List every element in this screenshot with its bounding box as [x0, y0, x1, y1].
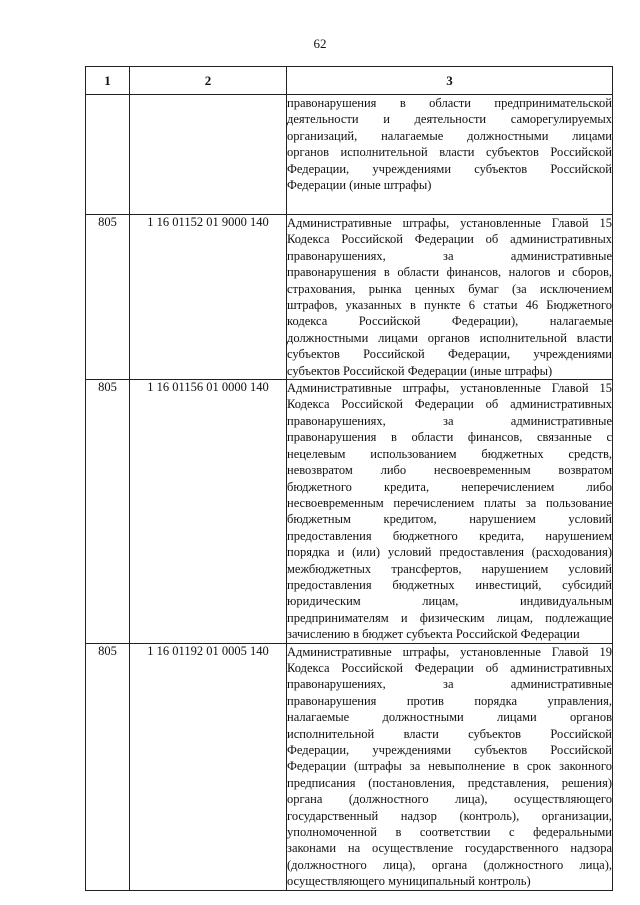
description-line: предоставления бюджетного кредита, нарушением [287, 528, 612, 543]
description-line: невозвратом либо несвоевременным возвратом [287, 463, 612, 478]
description-line: законами на осуществление государственного надзора [287, 841, 612, 856]
kbk-code-cell [130, 95, 287, 215]
description-line: организаций, налагаемые должностными лицами [287, 128, 612, 143]
budget-codes-table [85, 66, 613, 891]
description-line: нецелевым использованием бюджетных средств, [287, 446, 612, 461]
description-line: предоставления бюджетных инвестиций, субсидий [287, 577, 612, 592]
description-line: правонарушения в области предпринимательской [287, 96, 612, 110]
table-row [86, 215, 613, 380]
admin-code-cell: 805 [86, 215, 130, 380]
description-line: порядка и (или) условий предоставления (расходования) [287, 545, 612, 560]
description-line: правонарушения против порядка управления, [287, 693, 612, 708]
description-line: субъектов Российской Федерации (иные штрафы) [287, 363, 553, 378]
column-header-3: 3 [287, 67, 613, 95]
description-line: Федерации, учреждениями субъектов Российской [287, 743, 612, 757]
description-cell [287, 215, 613, 380]
description-line: осуществляющего муниципальный контроль) [287, 874, 531, 889]
admin-code-cell: 805 [86, 643, 130, 890]
admin-code-cell [86, 95, 130, 215]
description-line: налагаемые должностными лицами органов [287, 710, 612, 725]
table-row [86, 95, 613, 215]
description-line: бюджетным кредитом, нарушением условий [287, 512, 612, 527]
description-line: зачислению в бюджет субъекта Российской Федерации [287, 627, 580, 642]
description-line: правонарушения в области финансов, налогов и сборов, [287, 265, 612, 280]
description-line: страхования, рынка ценных бумаг (за исключением [287, 281, 612, 296]
description-cell [287, 643, 613, 890]
description-line: субъектов Российской Федерации, учреждениями [287, 347, 612, 362]
table-header-row [86, 67, 613, 95]
description-line: (должностного лица), органа (должностного лица), [287, 857, 612, 872]
description-line: уполномоченной в соответствии с федеральными [287, 825, 612, 840]
description-cell [287, 380, 613, 644]
description-line: бюджетного кредита, неперечислением либо [287, 479, 612, 494]
description-line: Административные штрафы, установленные Главой 15 [287, 381, 612, 396]
description-line: Федерации (иные штрафы) [287, 178, 432, 193]
description-line: деятельности и деятельности саморегулируемых [287, 112, 612, 127]
admin-code-cell: 805 [86, 380, 130, 644]
description-line: должностными лицами органов исполнительной власти [287, 330, 612, 345]
description-line: правонарушения в области финансов, связанные с [287, 430, 612, 445]
page-number: 62 [313, 36, 327, 51]
description-line: государственный надзор (контроль), организации, [287, 808, 612, 823]
description-line: предписания (постановления, представления, решения) [287, 775, 612, 790]
description-line: Федерации (штрафы за невыполнение в срок законного [287, 759, 612, 774]
description-line: органа (должностного лица), осуществляющего [287, 792, 612, 807]
description-line: правонарушениях, за административные [287, 248, 612, 263]
column-header-2: 2 [130, 67, 287, 95]
description-line: Кодекса Российской Федерации об административных [287, 232, 612, 247]
description-line: предпринимателям и физическим лицам, подлежащие [287, 610, 612, 625]
kbk-code-cell: 1 16 01192 01 0005 140 [130, 643, 287, 890]
description-line: правонарушениях, за административные [287, 413, 612, 428]
description-line: исполнительной власти субъектов Российской [287, 726, 612, 741]
description-line: органов исполнительной власти субъектов Российской [287, 145, 612, 160]
description-line: Кодекса Российской Федерации об административных [287, 660, 612, 675]
description-line: несвоевременным перечислением платы за пользование [287, 495, 612, 510]
description-line: правонарушениях, за административные [287, 677, 612, 692]
description-line: штрафов, указанных в пункте 6 статьи 46 Бюджетного [287, 298, 612, 313]
description-line: кодекса Российской Федерации), налагаемые [287, 314, 612, 329]
column-header-1: 1 [86, 67, 130, 95]
description-line: юридическим лицам, индивидуальным [287, 594, 612, 609]
description-line: Кодекса Российской Федерации об административных [287, 397, 612, 412]
table-row [86, 643, 613, 890]
kbk-code-cell: 1 16 01152 01 9000 140 [130, 215, 287, 380]
table-row [86, 380, 613, 644]
description-line: межбюджетных трансфертов, нарушением условий [287, 561, 612, 576]
description-cell [287, 95, 613, 215]
description-line: Федерации, учреждениями субъектов Российской [287, 161, 612, 176]
description-line: Административные штрафы, установленные Главой 15 [287, 216, 612, 230]
kbk-code-cell: 1 16 01156 01 0000 140 [130, 380, 287, 644]
description-line: Административные штрафы, установленные Главой 19 [287, 644, 612, 659]
